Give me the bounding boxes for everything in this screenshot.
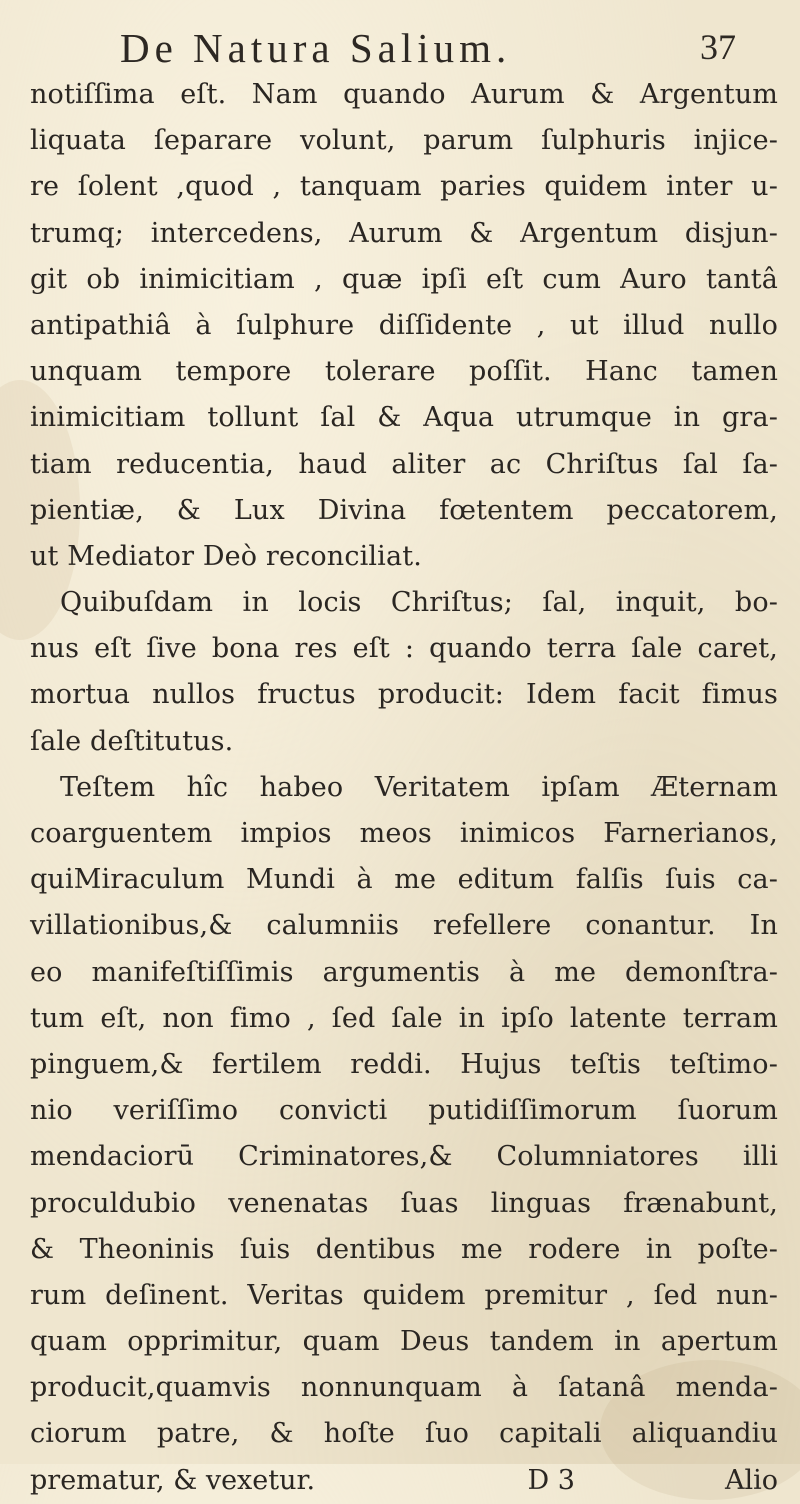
text-line: mortua nullos fructus producit: Idem facit fimus [30,679,778,711]
text-line: ſale deſtitutus. [30,725,234,757]
text-line: pientiæ, & Lux Divina fœtentem peccatorem, [30,494,778,526]
text-line: Quibuſdam in locis Chriſtus; ſal, inquit, bo- [60,587,778,619]
last-line-row [30,1458,778,1504]
text-line: re ſolent ,quod , tanquam paries quidem inter u- [30,171,778,203]
signature-mark: D 3 [527,1464,575,1496]
text-line: Teſtem hîc habeo Veritatem ipſam Æternam [60,771,778,803]
catchword: Alio [724,1464,778,1496]
text-line: tiam reducentia, haud aliter ac Chriſtus ſal ſa- [30,448,778,480]
text-line: rum deſinent. Veritas quidem premitur , ſed nun- [30,1279,778,1311]
body-text [30,72,778,1504]
text-line: proculdubio venenatas ſuas linguas frænabunt, [30,1187,778,1219]
page-number: 37 [700,27,736,67]
text-line: eo manifeſtiſſimis argumentis à me demonſtra- [30,956,778,988]
text-line: villationibus,& calumniis refellere conantur. In [30,910,778,942]
text-line: git ob inimicitiam , quæ ipſi eſt cum Auro tantâ [30,263,778,295]
text-line: trumq; intercedens, Aurum & Argentum disjun- [30,217,778,249]
text-line: ciorum patre, & hoſte ſuo capitali aliquandiu [30,1418,778,1450]
text-line: producit,quamvis nonnunquam à ſatanâ menda- [30,1372,778,1404]
text-line: coarguentem impios meos inimicos Farnerianos, [30,818,778,849]
text-line: mendaciorū Criminatores,& Columniatores illi [30,1141,778,1173]
text-line: inimicitiam tollunt ſal & Aqua utrumque in gra- [30,402,778,434]
text-line: quam opprimitur, quam Deus tandem in apertum [30,1326,778,1358]
text-line: liquata ſeparare volunt, parum ſulphuris injice- [30,125,778,157]
running-title: De Natura Salium. [120,25,512,71]
text-line: unquam tempore tolerare poſſit. Hanc tamen [30,356,778,388]
text-line: tum eſt, non fimo , ſed ſale in ipſo latente terram [30,1002,778,1034]
text-line: quiMiraculum Mundi à me editum falſis ſuis ca- [30,864,778,896]
text-line: nio veriſſimo convicti putidiſſimorum ſuorum [30,1095,778,1127]
text-line: prematur, & vexetur. [30,1464,316,1496]
text-line: pinguem,& fertilem reddi. Hujus teſtis teſtimo- [30,1048,778,1080]
text-line: antipathiâ à ſulphure diſſidente , ut illud nullo [30,309,778,341]
text-line: ut Mediator Deò reconciliat. [30,540,422,572]
text-line: notiſſima eſt. Nam quando Aurum & Argentum [30,79,778,110]
text-line: nus eſt ſive bona res eſt : quando terra ſale caret, [30,633,778,665]
text-line: & Theoninis ſuis dentibus me rodere in poſte- [30,1233,778,1265]
